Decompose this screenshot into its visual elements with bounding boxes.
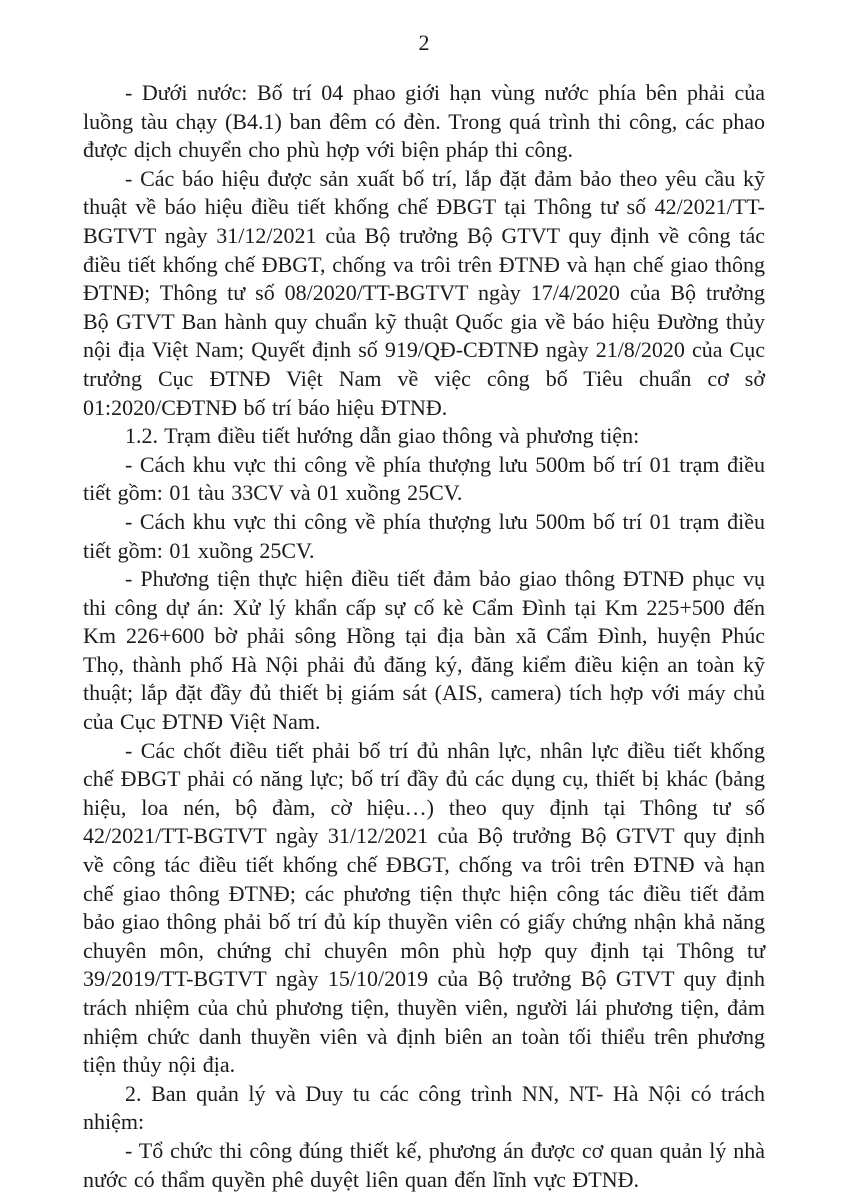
document-body <box>83 79 765 1194</box>
document-paragraph: - Các chốt điều tiết phải bố trí đủ nhân lực, nhân lực điều tiết khống chế ĐBGT phải có năng lực; bố trí đầy đủ các dụng cụ, thiết bị khác (bảng hiệu, loa nén, bộ đàm, cờ hiệu…) theo quy định tại Thông tư số 42/2021/TT-BGTVT ngày 31/12/2021 của Bộ trưởng Bộ GTVT quy định về công tác điều tiết khống chế ĐBGT, chống va trôi trên ĐTNĐ và hạn chế giao thông ĐTNĐ; các phương tiện thực hiện công tác điều tiết đảm bảo giao thông phải bố trí đủ kíp thuyền viên có giấy chứng nhận khả năng chuyên môn, chứng chỉ chuyên môn phù hợp quy định tại Thông tư 39/2019/TT-BGTVT ngày 15/10/2019 của Bộ trưởng Bộ GTVT quy định trách nhiệm của chủ phương tiện, thuyền viên, người lái phương tiện, đảm nhiệm chức danh thuyền viên và định biên an toàn tối thiểu trên phương tiện thủy nội địa. <box>83 737 765 1078</box>
document-paragraph: - Cách khu vực thi công về phía thượng lưu 500m bố trí 01 trạm điều tiết gồm: 01 tàu 33CV và 01 xuồng 25CV. <box>83 451 765 506</box>
document-paragraph: - Các báo hiệu được sản xuất bố trí, lắp đặt đảm bảo theo yêu cầu kỹ thuật về báo hiệu điều tiết khống chế ĐBGT tại Thông tư số 42/2021/TT-BGTVT ngày 31/12/2021 của Bộ trưởng Bộ GTVT quy định về công tác điều tiết khống chế ĐBGT, chống va trôi trên ĐTNĐ và hạn chế giao thông ĐTNĐ; Thông tư số 08/2020/TT-BGTVT ngày 17/4/2020 của Bộ trưởng Bộ GTVT Ban hành quy chuẩn kỹ thuật Quốc gia về báo hiệu Đường thủy nội địa Việt Nam; Quyết định số 919/QĐ-CĐTNĐ ngày 21/8/2020 của Cục trưởng Cục ĐTNĐ Việt Nam về việc công bố Tiêu chuẩn cơ sở 01:2020/CĐTNĐ bố trí báo hiệu ĐTNĐ. <box>83 165 765 420</box>
document-section-heading: 2. Ban quản lý và Duy tu các công trình NN, NT- Hà Nội có trách nhiệm: <box>83 1080 765 1135</box>
page-number: 2 <box>418 30 430 55</box>
document-paragraph: - Tổ chức thi công đúng thiết kế, phương án được cơ quan quản lý nhà nước có thẩm quyền phê duyệt liên quan đến lĩnh vực ĐTNĐ. <box>83 1137 765 1192</box>
document-paragraph: - Phương tiện thực hiện điều tiết đảm bảo giao thông ĐTNĐ phục vụ thi công dự án: Xử lý khẩn cấp sự cố kè Cẩm Đình tại Km 225+500 đến Km 226+600 bờ phải sông Hồng tại địa bàn xã Cẩm Đình, huyện Phúc Thọ, thành phố Hà Nội phải đủ đăng ký, đăng kiểm điều kiện an toàn kỹ thuật; lắp đặt đầy đủ thiết bị giám sát (AIS, camera) tích hợp với máy chủ của Cục ĐTNĐ Việt Nam. <box>83 566 765 735</box>
document-paragraph: - Cách khu vực thi công về phía thượng lưu 500m bố trí 01 trạm điều tiết gồm: 01 xuồng 25CV. <box>83 508 765 563</box>
document-section-heading: 1.2. Trạm điều tiết hướng dẫn giao thông và phương tiện: <box>125 423 640 449</box>
document-paragraph: - Dưới nước: Bố trí 04 phao giới hạn vùng nước phía bên phải của luồng tàu chạy (B4.1) ban đêm có đèn. Trong quá trình thi công, các phao được dịch chuyển cho phù hợp với biện pháp thi công. <box>83 80 765 163</box>
